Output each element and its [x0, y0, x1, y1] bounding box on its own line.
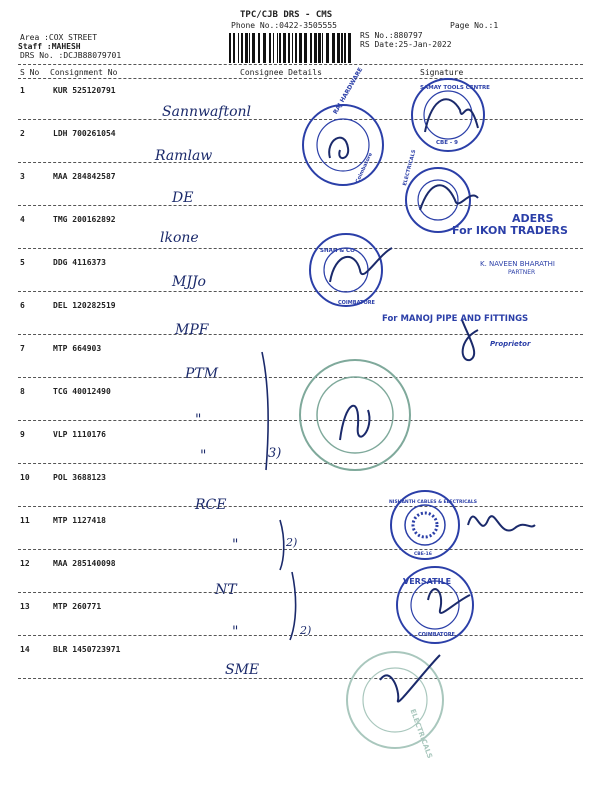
area-label: Area :COX STREET [20, 33, 98, 42]
ikon-traders-text: For IKON TRADERS [452, 224, 568, 237]
row-receiver-handwriting: Ramlaw [155, 148, 213, 164]
row-sno: 7 [20, 344, 25, 353]
row-receiver-handwriting: " [232, 537, 239, 553]
nishanth-city-text: CBE-16 [414, 552, 432, 557]
ikon-partner-name: K. NAVEEN BHARATHI [480, 260, 555, 268]
phone-number: Phone No.:0422-3505555 [231, 21, 337, 30]
row-receiver-handwriting: RCE [195, 497, 227, 513]
row-receiver-handwriting: " [200, 448, 207, 464]
green-stamp [300, 360, 410, 470]
row-consignment-no: MTP 664903 [53, 344, 102, 353]
raj-city-text: Coimbatore [354, 151, 374, 185]
row-consignment-no: MTP 260771 [53, 602, 102, 611]
row-consignment-no: TMG 200162892 [53, 215, 116, 224]
row-sno: 14 [20, 645, 30, 654]
samay-city-text: CBE - 9 [436, 140, 458, 146]
group-mark-2: 2) [286, 536, 298, 549]
row-receiver-handwriting: SME [225, 662, 260, 678]
nishanth-text: NISHANTH CABLES & ELECTRICALS [389, 500, 477, 505]
row-receiver-handwriting: DE [172, 190, 194, 206]
row-sno: 10 [20, 473, 30, 482]
row-receiver-handwriting: lkone [160, 230, 199, 246]
row-receiver-handwriting: " [232, 624, 239, 640]
row-receiver-handwriting: NT [215, 582, 237, 598]
row-sno: 8 [20, 387, 25, 396]
row-sno: 5 [20, 258, 25, 267]
column-signature: Signature [420, 68, 464, 77]
row-sno: 11 [20, 516, 30, 525]
manoj-role: Proprietor [490, 340, 531, 348]
row-consignment-no: BLR 1450723971 [53, 645, 121, 654]
row-consignment-no: MTP 1127418 [53, 516, 106, 525]
document-title: TPC/CJB DRS - CMS [240, 10, 333, 20]
row-consignment-no: DDG 4116373 [53, 258, 106, 267]
faint-electricals-stamp [347, 652, 443, 748]
versatile-text: VERSATILE [403, 577, 452, 586]
row-consignment-no: VLP 1110176 [53, 430, 106, 439]
row-consignment-no: POL 3688123 [53, 473, 106, 482]
row-sno: 12 [20, 559, 30, 568]
row-sno: 13 [20, 602, 30, 611]
row-consignment-no: TCG 40012490 [53, 387, 111, 396]
row-sno: 6 [20, 301, 25, 310]
manoj-text: For MANOJ PIPE AND FITTINGS [382, 314, 529, 324]
shah-city-text: COIMBATORE [338, 300, 375, 306]
raj-hardware-stamp [303, 105, 383, 185]
row-sno: 2 [20, 129, 25, 138]
row-consignment-no: KUR 525120791 [53, 86, 116, 95]
row-consignment-no: MAA 284842587 [53, 172, 116, 181]
rs-date: RS Date:25-Jan-2022 [360, 40, 452, 49]
column-consignment: Consignment No [50, 68, 118, 77]
ikon-top-text: ADERS [512, 212, 554, 225]
group-mark-3: 2) [300, 624, 312, 637]
page-number: Page No.:1 [450, 21, 499, 30]
row-sno: 3 [20, 172, 25, 181]
row-consignment-no: MAA 285140098 [53, 559, 116, 568]
row-sno: 4 [20, 215, 25, 224]
shah-co-stamp [310, 234, 392, 306]
row-receiver-handwriting: " [195, 412, 202, 428]
raj-hardware-text: RAJ HARDWARE [332, 66, 365, 116]
samay-tools-text: SAMAY TOOLS CENTRE [420, 85, 490, 91]
group-mark-1: 3) [268, 446, 282, 461]
row-receiver-handwriting: MJJo [172, 274, 206, 290]
column-consignee: Consignee Details [240, 68, 322, 77]
ikon-partner-role: PARTNER [508, 269, 536, 276]
shah-text: SHAH & CO [320, 248, 355, 254]
versatile-city-text: COIMBATORE [418, 632, 455, 638]
row-consignment-no: LDH 700261054 [53, 129, 116, 138]
row-receiver-handwriting: Sannwaftonl [162, 104, 252, 120]
electricals-text: ELECTRICALS [402, 149, 418, 187]
staff-label: Staff :MAHESH [18, 42, 81, 51]
row-receiver-handwriting: MPF [175, 322, 209, 338]
faint-electricals-text: ELECTRICALS [408, 708, 434, 760]
rs-number: RS No.:880797 [360, 31, 423, 40]
row-consignment-no: DEL 120282519 [53, 301, 116, 310]
manoj-signature [462, 320, 478, 360]
column-sno: S No [20, 68, 40, 77]
row-sno: 9 [20, 430, 25, 439]
row-sno: 1 [20, 86, 25, 95]
drs-number: DRS No. :DCJB88079701 [20, 51, 122, 60]
row-receiver-handwriting: PTM [185, 366, 219, 382]
electricals-stamp [406, 168, 478, 232]
